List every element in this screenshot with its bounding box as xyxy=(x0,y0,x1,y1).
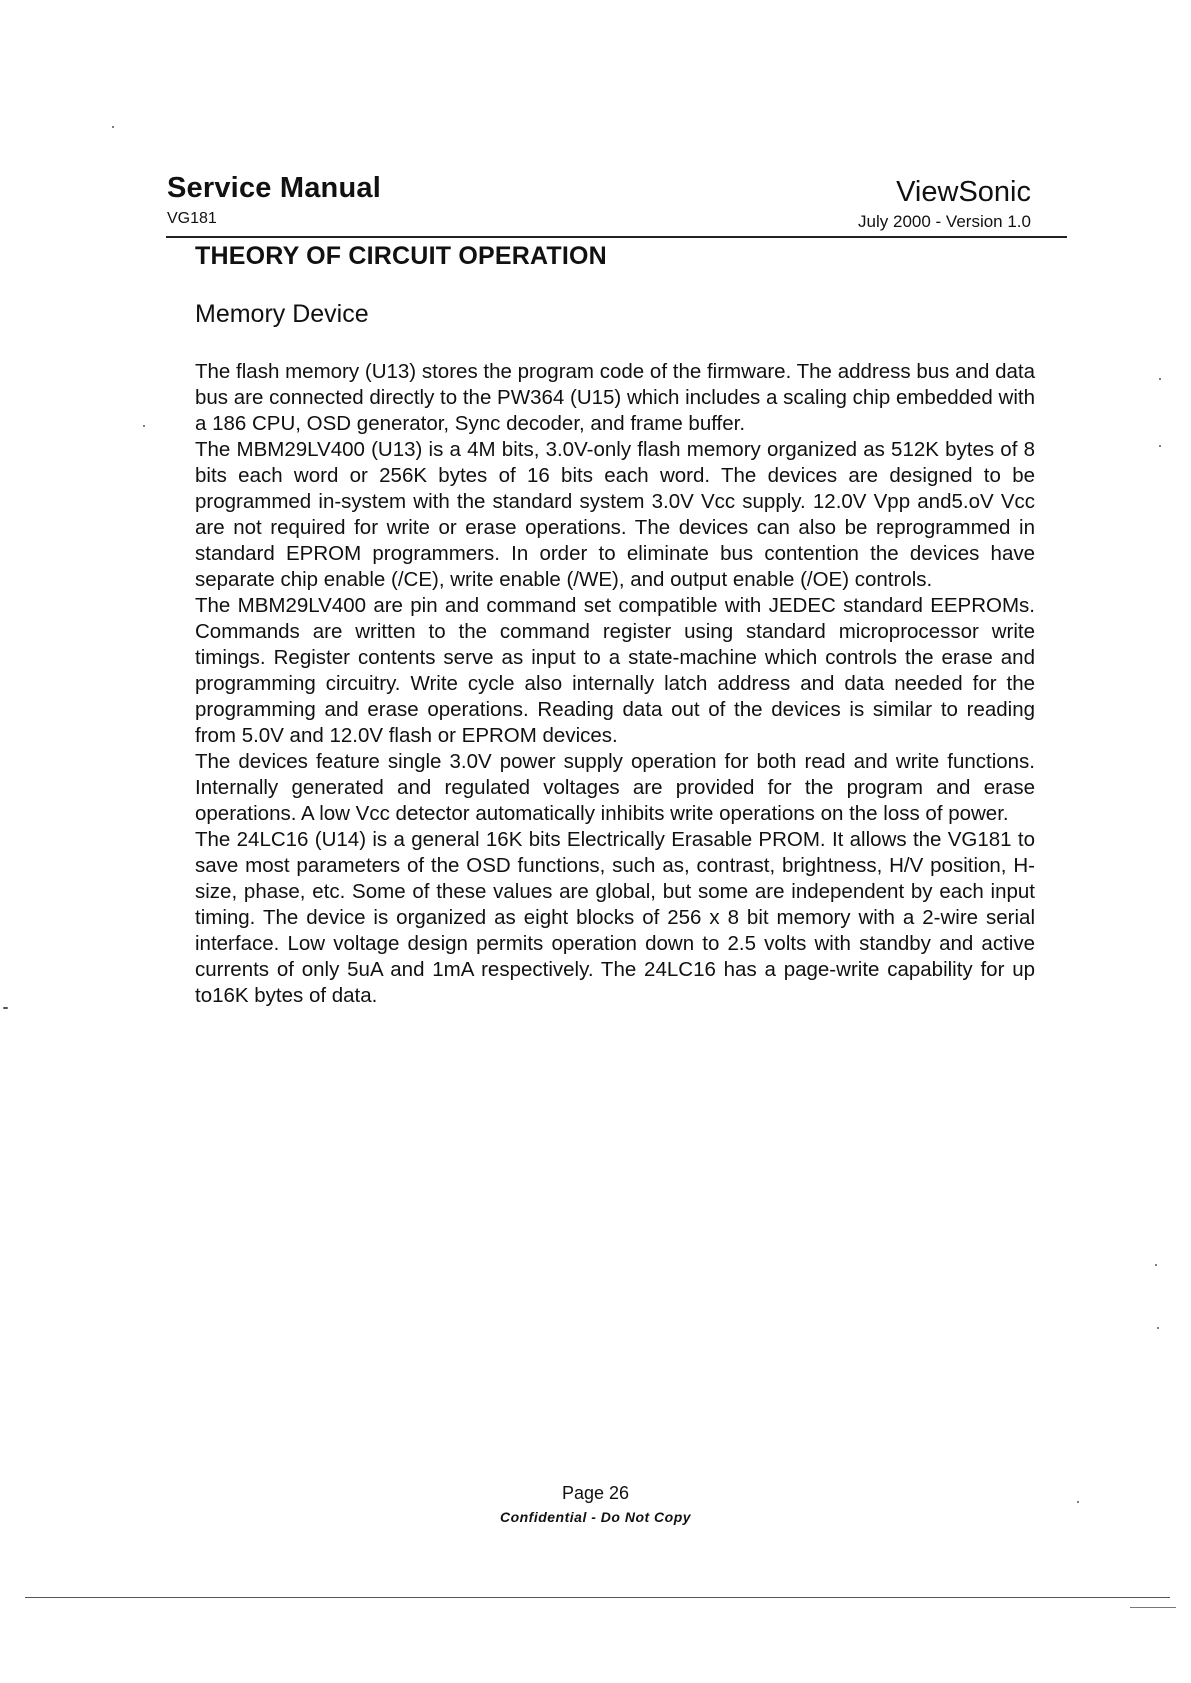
scan-speck xyxy=(112,126,114,128)
brand-name: ViewSonic xyxy=(896,176,1031,208)
body-text xyxy=(195,359,1035,1009)
section-title: THEORY OF CIRCUIT OPERATION xyxy=(195,242,607,270)
confidential-notice: Confidential - Do Not Copy xyxy=(499,1509,692,1525)
scan-speck xyxy=(1159,378,1161,380)
scan-speck xyxy=(1159,445,1161,447)
header-rule xyxy=(166,236,1067,238)
model-number: VG181 xyxy=(167,210,217,227)
bottom-rule-short xyxy=(1130,1607,1176,1608)
page-number: Page 26 xyxy=(561,1483,630,1503)
scan-speck xyxy=(1155,1264,1157,1266)
scan-speck xyxy=(1077,1501,1079,1503)
bottom-rule xyxy=(25,1597,1170,1598)
version-date: July 2000 - Version 1.0 xyxy=(858,212,1031,231)
subsection-title: Memory Device xyxy=(195,300,369,328)
paragraph: The devices feature single 3.0V power supply operation for both read and write functions. Internally generated and regulated voltages are provided for the program and erase operations. A low Vcc detector automatically inhibits write operations on the loss of power. xyxy=(195,750,1035,825)
scan-speck xyxy=(143,425,145,427)
paragraph: The flash memory (U13) stores the program code of the firmware. The address bus and data bus are connected directly to the PW364 (U15) which includes a scaling chip embedded with a 186 CPU, OSD generator, Sync decoder, and frame buffer. xyxy=(195,360,1035,435)
paragraph: The MBM29LV400 (U13) is a 4M bits, 3.0V-only flash memory organized as 512K bytes of 8 bits each word or 256K bytes of 16 bits each word. The devices are designed to be programmed in-system with the standard system 3.0V Vcc supply. 12.0V Vpp and5.oV Vcc are not required for write or erase operations. The devices can also be reprogrammed in standard EPROM programmers. In order to eliminate bus contention the devices have separate chip enable (/CE), write enable (/WE), and output enable (/OE) controls. xyxy=(195,438,1035,591)
scan-speck xyxy=(3,1007,8,1009)
paragraph: The 24LC16 (U14) is a general 16K bits Electrically Erasable PROM. It allows the VG181 to save most parameters of the OSD functions, such as, contrast, brightness, H/V position, H-size, phase, etc. Some of these values are global, but some are independent by each input timing. The device is organized as eight blocks of 256 x 8 bit memory with a 2-wire serial interface. Low voltage design permits operation down to 2.5 volts with standby and active currents of only 5uA and 1mA respectively. The 24LC16 has a page-write capability for up to16K bytes of data. xyxy=(195,828,1035,1007)
manual-title: Service Manual xyxy=(167,172,381,204)
paragraph: The MBM29LV400 are pin and command set compatible with JEDEC standard EEPROMs. Commands are written to the command register using standard microprocessor write timings. Register contents serve as input to a state-machine which controls the erase and programming circuitry. Write cycle also internally latch address and data needed for the programming and erase operations. Reading data out of the devices is similar to reading from 5.0V and 12.0V flash or EPROM devices. xyxy=(195,594,1035,747)
scan-speck xyxy=(1157,1327,1159,1329)
